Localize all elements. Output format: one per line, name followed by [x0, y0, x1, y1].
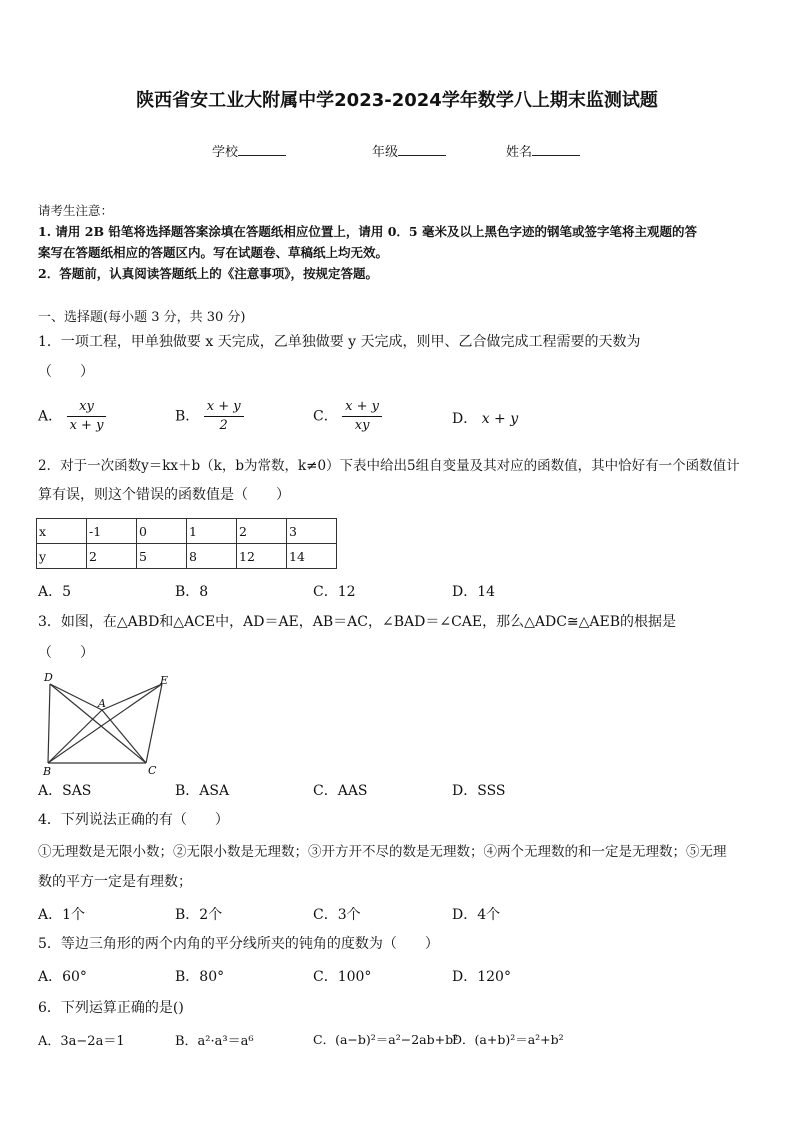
q1-option-c-fraction — [342, 398, 382, 435]
q1-option-c-denominator: xy — [354, 418, 370, 433]
q2-value-table — [36, 518, 337, 569]
school-label: 学校 — [212, 145, 239, 160]
q1-option-d[interactable] — [452, 408, 518, 428]
q1-option-d-label: D． — [452, 411, 478, 427]
table-cell: 3 — [287, 519, 337, 544]
table-cell: -1 — [87, 519, 137, 544]
q2-option-c[interactable]: C．12 — [313, 584, 356, 600]
table-row — [37, 519, 337, 544]
name-label: 姓名 — [506, 145, 533, 160]
grade-label: 年级 — [372, 145, 399, 160]
q4-option-b[interactable]: B．2个 — [175, 907, 223, 923]
q3-figure — [38, 670, 178, 778]
q1-option-b[interactable] — [175, 398, 244, 435]
q2-option-b[interactable]: B．8 — [175, 584, 209, 600]
q1-option-b-label: B． — [175, 408, 200, 425]
table-cell: 2 — [87, 544, 137, 569]
segment-AB — [48, 710, 102, 763]
q2-stem-line2: 算有误，则这个错误的函数值是（ ） — [38, 487, 290, 503]
q2-stem-line1: 2．对于一次函数y＝kx＋b（k，b为常数，k≠0）下表中给出5组自变量及其对应的函数值，其中恰好有一个函数值计 — [38, 458, 740, 474]
label-A: A — [98, 697, 106, 710]
q2-option-a[interactable]: A．5 — [38, 584, 72, 600]
q6-option-d[interactable]: D．(a+b)²＝a²+b² — [452, 1032, 564, 1047]
q1-option-c-label: C． — [313, 408, 338, 425]
grade-blank[interactable] — [398, 143, 446, 156]
segment-DB — [48, 684, 50, 763]
table-cell: 1 — [187, 519, 237, 544]
q1-stem-line1: 1．一项工程，甲单独做要 x 天完成，乙单独做要 y 天完成，则甲、乙合做完成工程需要的天数为 — [38, 334, 641, 350]
q4-option-a[interactable]: A．1个 — [38, 907, 86, 923]
q5-option-c[interactable]: C．100° — [313, 969, 372, 985]
q3-stem-line2: （ ） — [38, 645, 94, 661]
q3-option-d[interactable]: D．SSS — [452, 783, 506, 799]
q4-option-c[interactable]: C．3个 — [313, 907, 361, 923]
table-cell: 12 — [237, 544, 287, 569]
notice-item1-line2: 案写在答题纸相应的答题区内。写在试题卷、草稿纸上均无效。 — [38, 245, 389, 260]
grade-field[interactable] — [372, 141, 446, 160]
q1-stem-line2: （ ） — [38, 364, 94, 380]
name-blank[interactable] — [532, 143, 580, 156]
school-field[interactable] — [212, 141, 286, 160]
q1-option-a-denominator: x + y — [69, 418, 104, 433]
q5-option-b[interactable]: B．80° — [175, 969, 225, 985]
segment-AC — [102, 710, 146, 763]
q1-option-b-numerator: x + y — [204, 398, 244, 417]
q5-option-d[interactable]: D．120° — [452, 969, 511, 985]
q1-option-c-numerator: x + y — [342, 398, 382, 417]
q1-option-a-fraction — [67, 398, 107, 435]
name-field[interactable] — [506, 141, 580, 160]
label-B: B — [43, 765, 52, 778]
q6-option-b[interactable]: B．a²·a³＝a⁶ — [175, 1034, 254, 1049]
q4-stem-line2: ①无理数是无限小数；②无限小数是无理数；③开方开不尽的数是无理数；④两个无理数的和一定是无理数；⑤无理 — [38, 844, 727, 860]
notice-item2: 2．答题前，认真阅读答题纸上的《注意事项》，按规定答题。 — [38, 266, 378, 281]
q3-option-c[interactable]: C．AAS — [313, 783, 368, 799]
q3-option-a[interactable]: A．SAS — [38, 783, 92, 799]
q1-option-d-expr: x + y — [481, 411, 519, 427]
q2-option-d[interactable]: D．14 — [452, 584, 496, 600]
q4-option-d[interactable]: D．4个 — [452, 907, 501, 923]
page-title: 陕西省安工业大附属中学2023-2024学年数学八上期末监测试题 — [136, 90, 658, 111]
q6-option-c[interactable]: C．(a−b)²＝a²−2ab+b² — [313, 1032, 459, 1047]
q4-stem-line3: 数的平方一定是有理数； — [38, 874, 192, 890]
table-cell: y — [37, 544, 87, 569]
q1-option-b-denominator: 2 — [219, 418, 228, 433]
q3-stem-line1: 3．如图，在△ABD和△ACE中，AD＝AE，AB＝AC，∠BAD＝∠CAE，那么△ADC≅△AEB的根据是 — [38, 614, 677, 630]
q1-option-a-numerator: xy — [67, 398, 107, 417]
section-heading: 一、选择题(每小题 3 分，共 30 分) — [38, 310, 246, 325]
q1-option-a[interactable] — [38, 398, 106, 435]
notice-item1-line1: 1. 请用 2B 铅笔将选择题答案涂填在答题纸相应位置上，请用 0．5 毫米及以上黑色字迹的钢笔或签字笔将主观题的答 — [38, 224, 697, 239]
label-C: C — [148, 764, 157, 777]
table-cell: 2 — [237, 519, 287, 544]
table-row — [37, 544, 337, 569]
q4-stem-line1: 4．下列说法正确的有（ ） — [38, 812, 229, 828]
segment-EC — [146, 684, 162, 763]
q1-option-a-label: A． — [38, 408, 63, 425]
label-D: D — [44, 671, 53, 684]
school-blank[interactable] — [238, 143, 286, 156]
table-cell: 5 — [137, 544, 187, 569]
q6-option-a[interactable]: A．3a−2a＝1 — [38, 1034, 125, 1049]
table-cell: 0 — [137, 519, 187, 544]
table-cell: 14 — [287, 544, 337, 569]
q5-option-a[interactable]: A．60° — [38, 969, 87, 985]
q1-option-c[interactable] — [313, 398, 382, 435]
notice-heading: 请考生注意： — [38, 203, 114, 218]
label-E: E — [160, 674, 169, 687]
table-cell: 8 — [187, 544, 237, 569]
segment-EA — [102, 684, 162, 710]
q6-stem-line1: 6．下列运算正确的是() — [38, 1000, 184, 1016]
q5-stem-line1: 5．等边三角形的两个内角的平分线所夹的钝角的度数为（ ） — [38, 936, 439, 952]
q3-option-b[interactable]: B．ASA — [175, 783, 230, 799]
table-cell: x — [37, 519, 87, 544]
q1-option-b-fraction — [204, 398, 244, 435]
